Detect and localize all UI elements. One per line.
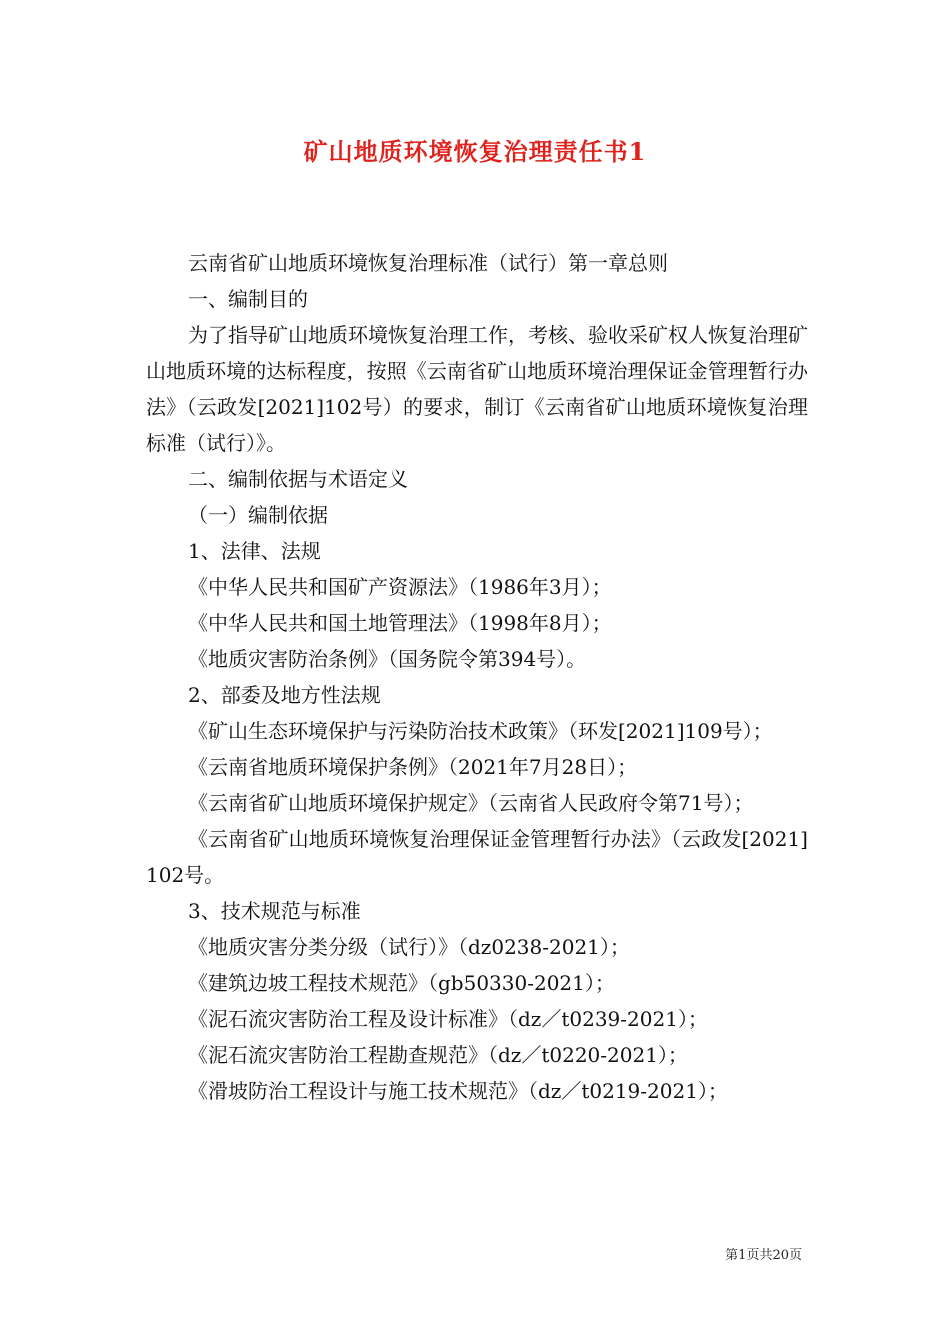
list-heading: 2、部委及地方性法规 <box>188 683 381 707</box>
list-heading: 1、法律、法规 <box>188 539 321 563</box>
list-item: 《矿山生态环境保护与污染防治技术政策》（环发[2021]109号）； <box>188 719 773 743</box>
section-heading: 一、编制目的 <box>188 287 308 311</box>
list-item: 《云南省矿山地质环境恢复治理保证金管理暂行办法》（云政发[2021]102号。 <box>146 827 808 887</box>
section-heading: 二、编制依据与术语定义 <box>188 467 408 491</box>
list-item: 《建筑边坡工程技术规范》（gb50330-2021）； <box>188 971 615 995</box>
list-heading: 3、技术规范与标准 <box>188 899 361 923</box>
paragraph: 为了指导矿山地质环境恢复治理工作，考核、验收采矿权人恢复治理矿山地质环境的达标程度，按照《云南省矿山地质环境治理保证金管理暂行办法》（云政发[2021]102号）的要求，制订《云南省矿山地质环境恢复治理标准（试行）》。 <box>146 323 808 455</box>
list-item: 《滑坡防治工程设计与施工技术规范》（dz／t0219-2021）； <box>188 1079 728 1103</box>
list-item: 《中华人民共和国土地管理法》（1998年8月）； <box>188 611 612 635</box>
list-item: 《云南省地质环境保护条例》（2021年7月28日）； <box>188 755 638 779</box>
list-item: 《泥石流灾害防治工程及设计标准》（dz／t0239-2021）； <box>188 1007 708 1031</box>
chapter-heading: 云南省矿山地质环境恢复治理标准（试行）第一章总则 <box>188 251 668 275</box>
list-item: 《地质灾害防治条例》（国务院令第394号）。 <box>188 647 587 671</box>
list-item: 《地质灾害分类分级（试行）》（dz0238-2021）； <box>188 935 630 959</box>
list-item: 《泥石流灾害防治工程勘查规范》（dz／t0220-2021）； <box>188 1043 688 1067</box>
list-item: 《中华人民共和国矿产资源法》（1986年3月）； <box>188 575 612 599</box>
page-number: 第1页共20页 <box>725 1248 802 1263</box>
subsection-heading: （一）编制依据 <box>188 503 328 527</box>
document-title: 矿山地质环境恢复治理责任书1 <box>303 137 647 166</box>
list-item: 《云南省矿山地质环境保护规定》（云南省人民政府令第71号）； <box>188 791 754 815</box>
document-body <box>146 245 808 1109</box>
